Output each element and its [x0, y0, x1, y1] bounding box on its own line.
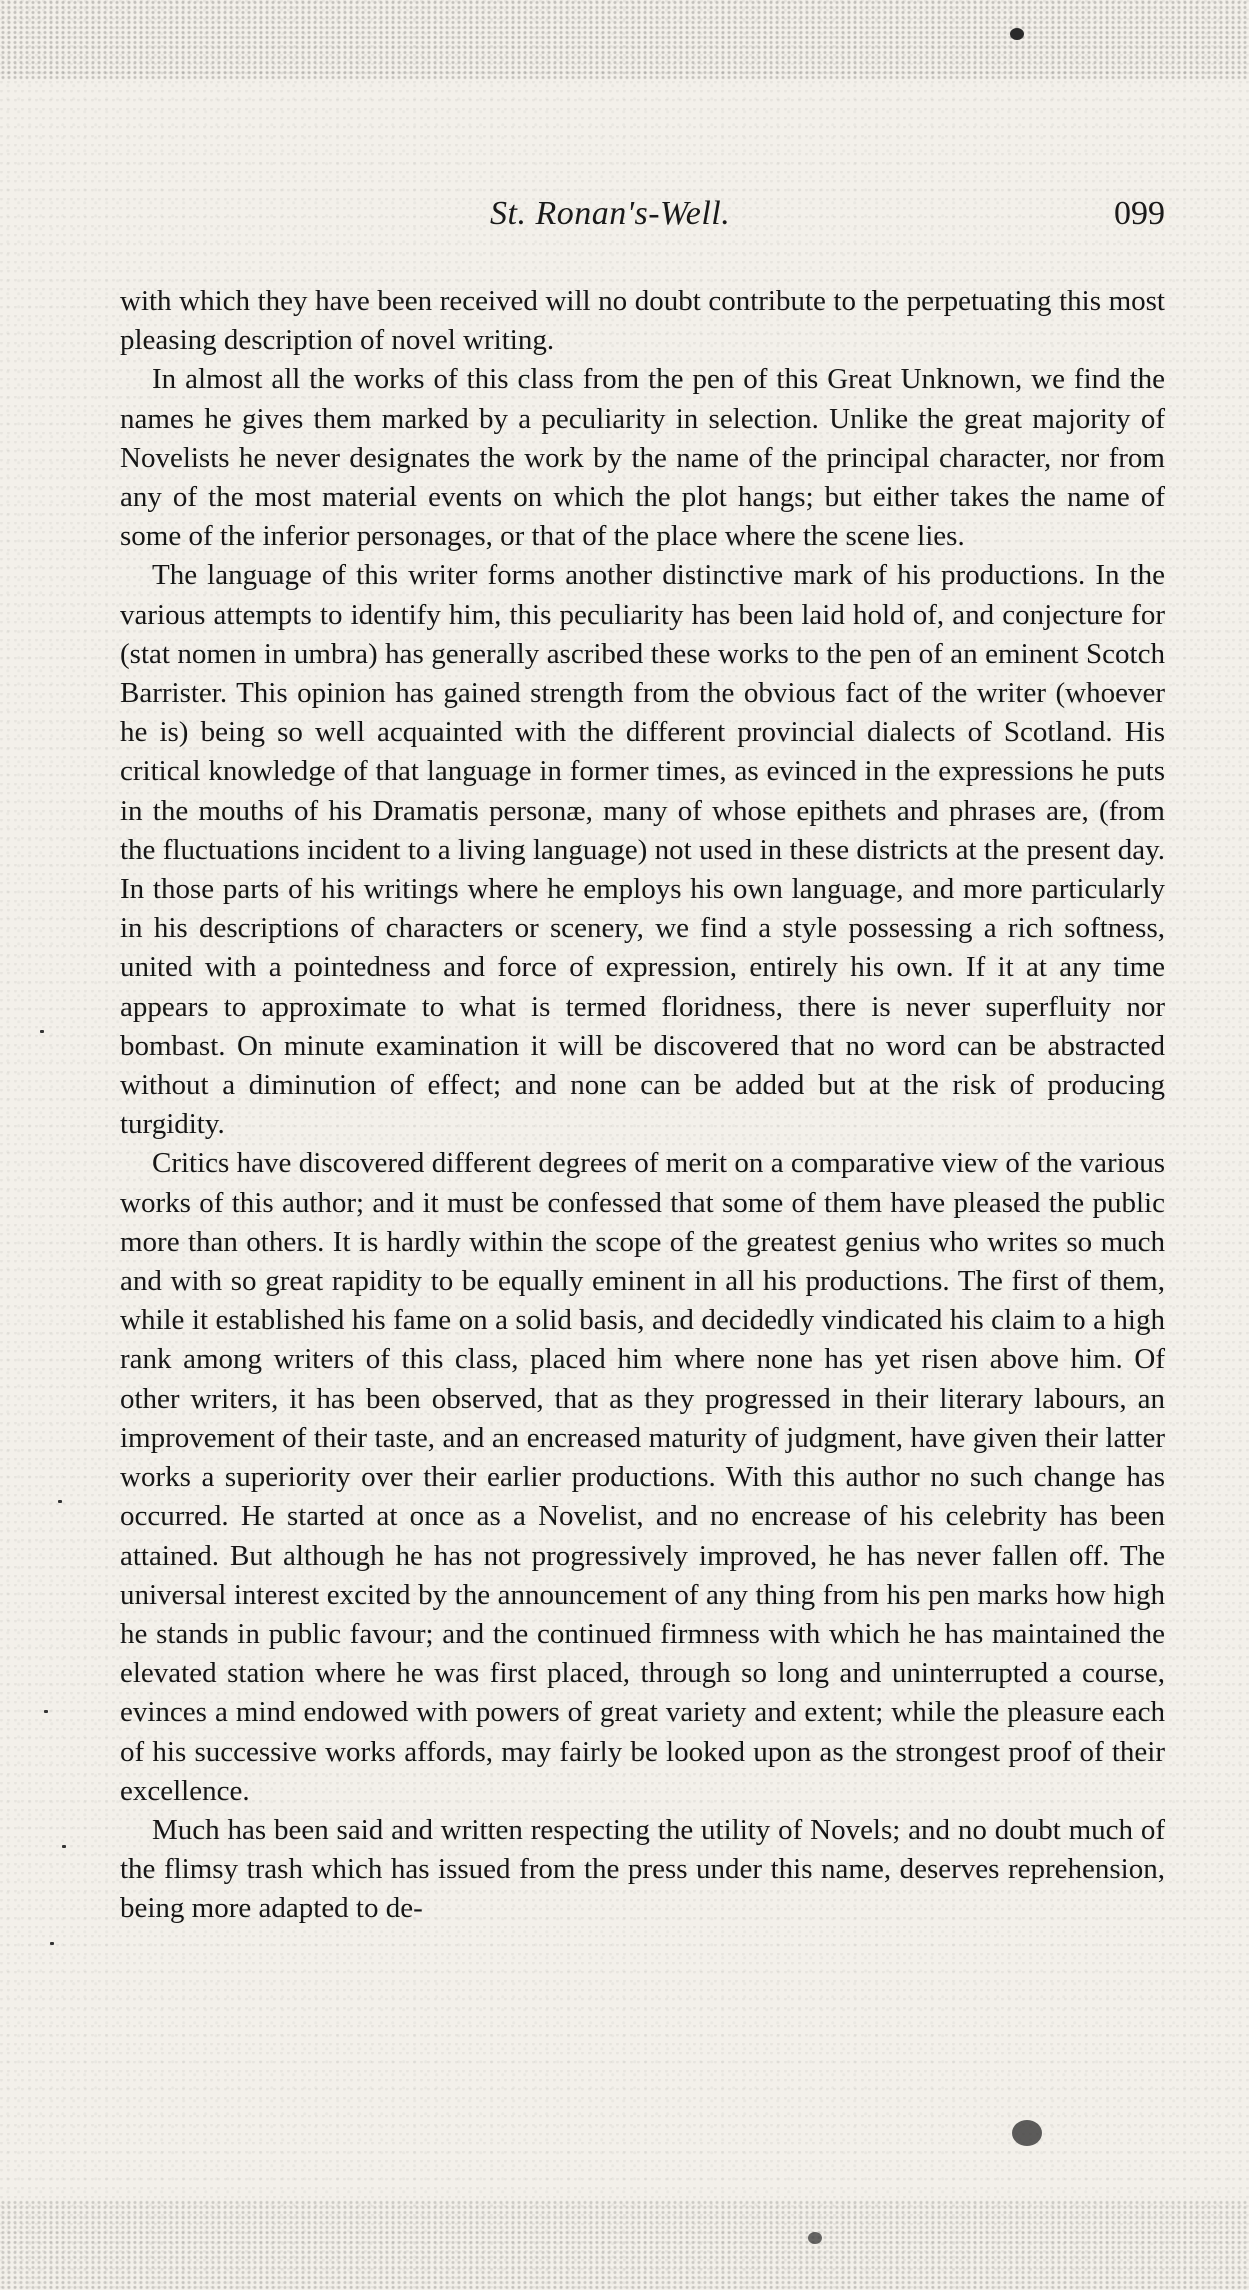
- page-noise-bottom: [0, 2200, 1249, 2290]
- margin-speck: [40, 1030, 44, 1033]
- paragraph-3: The language of this writer forms another distinctive mark of his productions. In the various attempts to identify him, this peculiarity has been laid hold of, and conjecture for (stat nomen in umbra) has generally ascribed these works to the pen of an eminent Scotch Barrister. This opinion has gained strength from the obvious fact of the writer (whoever he is) being so well acquainted with the different provincial dialects of Scotland. His critical knowledge of that language in former times, as evinced in the expressions he puts in the mouths of his Dramatis personæ, many of whose epithets and phrases are, (from the fluctuations incident to a living language) not used in these districts at the present day. In those parts of his writings where he employs his own language, and more particularly in his descriptions of characters or scenery, we find a style possessing a rich softness, united with a pointedness and force of expression, entirely his own. If it at any time appears to approximate to what is termed floridness, there is never superfluity nor bombast. On minute examination it will be discovered that no word can be abstracted without a diminution of effect; and none can be added but at the risk of producing turgidity.: [120, 559, 1165, 1141]
- running-title: St. Ronan's-Well.: [490, 195, 731, 232]
- paragraph-5: Much has been said and written respecting the utility of Novels; and no doubt much of the flimsy trash which has issued from the press under this name, deserves reprehension, being more adapted to de-: [120, 1813, 1165, 1925]
- paragraph-1: with which they have been received will no doubt contribute to the perpetuating this most pleasing description of novel writing.: [120, 285, 1165, 357]
- ink-blot: [808, 2232, 822, 2244]
- margin-speck: [58, 1500, 62, 1503]
- page-body: [120, 282, 1165, 1929]
- margin-speck: [44, 1710, 48, 1713]
- ink-blot: [1010, 28, 1024, 40]
- paragraph-4: Critics have discovered different degrees of merit on a comparative view of the various works of this author; and it must be confessed that some of them have pleased the public more than others. It is hardly within the scope of the greatest genius who writes so much and with so great rapidity to be equally eminent in all his productions. The first of them, while it established his fame on a solid basis, and decidedly vindicated his claim to a high rank among writers of this class, placed him where none has yet risen above him. Of other writers, it has been observed, that as they progressed in their literary labours, an improvement of their taste, and an encreased maturity of judgment, have given their latter works a superiority over their earlier productions. With this author no such change has occurred. He started at once as a Novelist, and no encrease of his celebrity has been attained. But although he has not progressively improved, he has never fallen off. The universal interest excited by the announcement of any thing from his pen marks how high he stands in public favour; and the continued firmness with which he has maintained the elevated station where he was first placed, through so long and uninterrupted a course, evinces a mind endowed with powers of great variety and extent; while the pleasure each of his successive works affords, may fairly be looked upon as the strongest proof of their excellence.: [120, 1147, 1165, 1807]
- page-noise-top: [0, 0, 1249, 80]
- margin-speck: [50, 1942, 54, 1945]
- margin-speck: [62, 1845, 66, 1848]
- page-number: 099: [1114, 195, 1165, 232]
- ink-blot: [1012, 2120, 1042, 2146]
- page-header: [120, 195, 1165, 245]
- paragraph-2: In almost all the works of this class from the pen of this Great Unknown, we find the names he gives them marked by a peculiarity in selection. Unlike the great majority of Novelists he never designates the work by the name of the principal character, nor from any of the most material events on which the plot hangs; but either takes the name of some of the inferior personages, or that of the place where the scene lies.: [120, 363, 1165, 553]
